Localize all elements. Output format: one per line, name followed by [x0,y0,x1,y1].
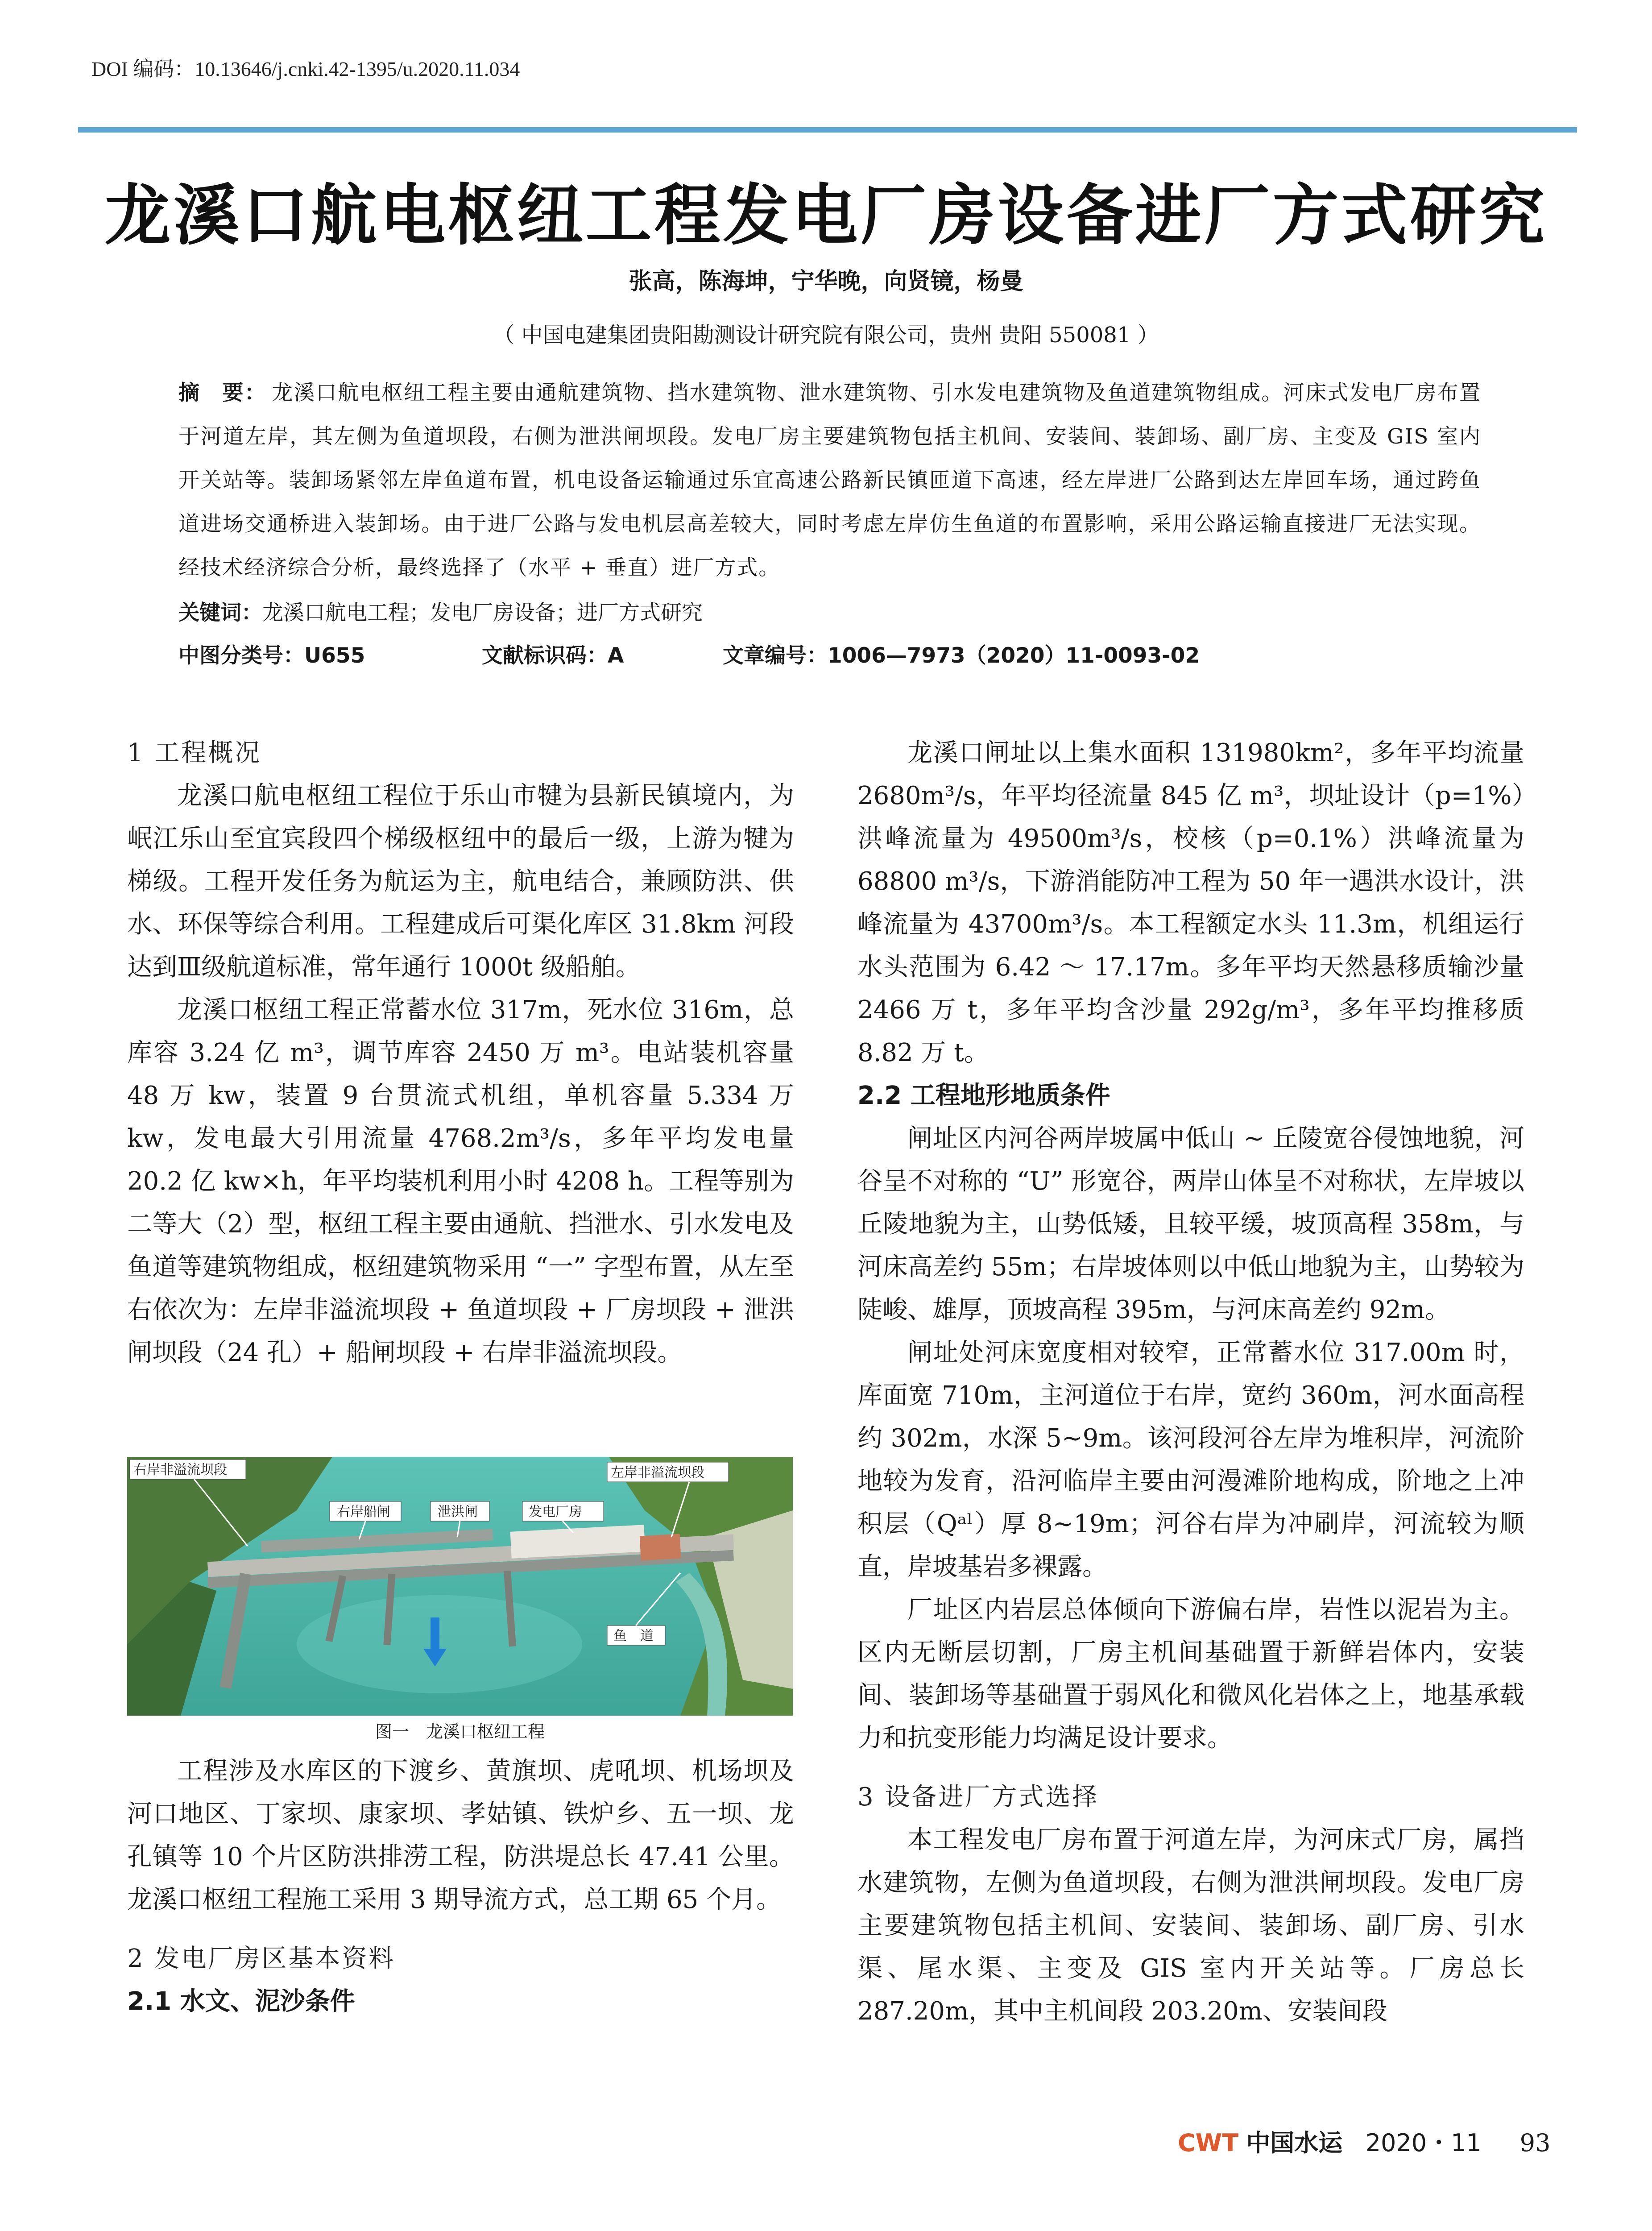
article-number: 文章编号：1006—7973（2020）11-0093-02 [723,643,1200,668]
left-column-top [127,732,794,1374]
doi-header: DOI 编码：10.13646/j.cnki.42-1395/u.2020.11.034 [91,58,520,80]
header-rule [78,127,1577,133]
section-heading-1: 1 工程概况 [127,738,262,767]
label-fishway: 鱼 道 [613,1628,654,1644]
abstract-label: 摘 要： [178,381,267,405]
left-column-bottom [127,1750,794,2023]
keywords-text: 龙溪口航电工程；发电厂房设备；进厂方式研究 [262,601,703,625]
keywords-label: 关键词： [178,601,262,625]
brand-logo: CWT [1178,2129,1239,2157]
magazine-name: 中国水运 [1246,2128,1343,2157]
paragraph: 闸址区内河谷两岸坡属中低山 ~ 丘陵宽谷侵蚀地貌，河谷呈不对称的 “U” 形宽谷，两岸山体呈不对称状，左岸坡以丘陵地貌为主，山势低矮，且较平缓，坡顶高程 358m，与河床高差约 55m；右岸坡体则以中低山地貌为主，山势较为陡峻、雄厚，顶坡高程 395m，与河床高差约 92m。 [857,1124,1524,1324]
keywords [178,596,703,626]
right-column [857,732,1524,2033]
page-number: 93 [1520,2129,1551,2157]
document-code: 文献标识码：A [482,643,624,668]
label-right-bank-dam: 右岸非溢流坝段 [133,1462,227,1478]
article-title: 龙溪口航电枢纽工程发电厂房设备进厂方式研究 [104,176,1548,254]
figure-dam-photo [127,1457,793,1716]
paragraph: 龙溪口闸址以上集水面积 131980km²，多年平均流量 2680m³/s，年平均径流量 845 亿 m³，坝址设计（p=1%）洪峰流量为 49500m³/s，校核（p=0.1%）洪峰流量为 68800 m³/s，下游消能防冲工程为 50 年一遇洪水设计，洪峰流量为 43700m³/s。本工程额定水头 11.3m，机组运行水头范围为 6.42 ～ 17.17m。多年平均天然悬移质输沙量 2466 万 t，多年平均含沙量 292g/m³，多年平均推移质 8.82 万 t。 [857,738,1524,1067]
section-heading-2: 2 发电厂房区基本资料 [127,1944,396,1973]
subsection-heading-2-2: 2.2 工程地形地质条件 [857,1081,1110,1110]
subsection-heading-2-1: 2.1 水文、泥沙条件 [127,1987,355,2016]
page-footer [1178,2124,1550,2158]
paragraph: 厂址区内岩层总体倾向下游偏右岸，岩性以泥岩为主。区内无断层切割，厂房主机间基础置于新鲜岩体内，安装间、装卸场等基础置于弱风化和微风化岩体之上，地基承载力和抗变形能力均满足设计要求。 [857,1595,1524,1753]
abstract [178,371,1481,590]
clc-number: 中图分类号：U655 [178,643,365,668]
label-powerhouse: 发电厂房 [529,1504,582,1520]
paragraph: 龙溪口枢纽工程正常蓄水位 317m，死水位 316m，总库容 3.24 亿 m³，调节库容 2450 万 m³。电站装机容量 48 万 kw，装置 9 台贯流式机组，单机容量 5.334 万 kw，发电最大引用流量 4768.2m³/s，多年平均发电量 20.2 亿 kw×h，年平均装机利用小时 4208 h。工程等别为二等大（2）型，枢纽工程主要由通航、挡泄水、引水发电及鱼道等建筑物组成，枢纽建筑物采用 “一” 字型布置，从左至右依次为：左岸非溢流坝段 + 鱼道坝段 + 厂房坝段 + 泄洪闸坝段（24 孔）+ 船闸坝段 + 右岸非溢流坝段。 [127,995,795,1367]
classification-row [178,639,1338,669]
section-heading-3: 3 设备进厂方式选择 [857,1783,1099,1812]
label-spillway: 泄洪闸 [438,1504,478,1520]
author-list: 张高，陈海坤，宁华晚，向贤镜，杨曼 [629,268,1023,295]
issue-number: 2020・11 [1365,2129,1482,2157]
paragraph: 闸址处河床宽度相对较窄，正常蓄水位 317.00m 时，库面宽 710m，主河道位于右岸，宽约 360m，河水面高程约 302m，水深 5~9m。该河段河谷左岸为堆积岸，河流阶地较为发育，沿河临岸主要由河漫滩阶地构成，阶地之上冲积层（Qᵃˡ）厚 8~19m；河谷右岸为冲刷岸，河流较为顺直，岸坡基岩多裸露。 [857,1338,1524,1581]
figure-caption: 图一 龙溪口枢纽工程 [375,1722,545,1742]
label-left-bank-dam: 左岸非溢流坝段 [611,1465,704,1480]
affiliation: （ 中国电建集团贵阳勘测设计研究院有限公司，贵州 贵阳 550081 ） [493,323,1159,348]
label-ship-lock: 右岸船闸 [337,1504,390,1520]
abstract-text: 龙溪口航电枢纽工程主要由通航建筑物、挡水建筑物、泄水建筑物、引水发电建筑物及鱼道建筑物组成。河床式发电厂房布置于河道左岸，其左侧为鱼道坝段，右侧为泄洪闸坝段。发电厂房主要建筑物包括主机间、安装间、装卸场、副厂房、主变及 GIS 室内开关站等。装卸场紧邻左岸鱼道布置，机电设备运输通过乐宜高速公路新民镇匝道下高速，经左岸进厂公路到达左岸回车场，通过跨鱼道进场交通桥进入装卸场。由于进厂公路与发电机层高差较大，同时考虑左岸仿生鱼道的布置影响，采用公路运输直接进厂无法实现。经技术经济综合分析，最终选择了（水平 + 垂直）进厂方式。 [178,381,1482,580]
dam-aerial-illustration [127,1457,793,1716]
paragraph: 本工程发电厂房布置于河道左岸，为河床式厂房，属挡水建筑物，左侧为鱼道坝段，右侧为泄洪闸坝段。发电厂房主要建筑物包括主机间、安装间、装卸场、副厂房、引水渠、尾水渠、主变及 GIS 室内开关站等。厂房总长 287.20m，其中主机间段 203.20m、安装间段 [857,1825,1524,2026]
paragraph: 龙溪口航电枢纽工程位于乐山市犍为县新民镇境内，为岷江乐山至宜宾段四个梯级枢纽中的最后一级，上游为犍为梯级。工程开发任务为航运为主，航电结合，兼顾防洪、供水、环保等综合利用。工程建成后可渠化库区 31.8km 河段达到Ⅲ级航道标准，常年通行 1000t 级船舶。 [127,781,794,982]
paragraph: 工程涉及水库区的下渡乡、黄旗坝、虎吼坝、机场坝及河口地区、丁家坝、康家坝、孝姑镇、铁炉乡、五一坝、龙孔镇等 10 个片区防洪排涝工程，防洪堤总长 47.41 公里。龙溪口枢纽工程施工采用 3 期导流方式，总工期 65 个月。 [127,1757,794,1914]
